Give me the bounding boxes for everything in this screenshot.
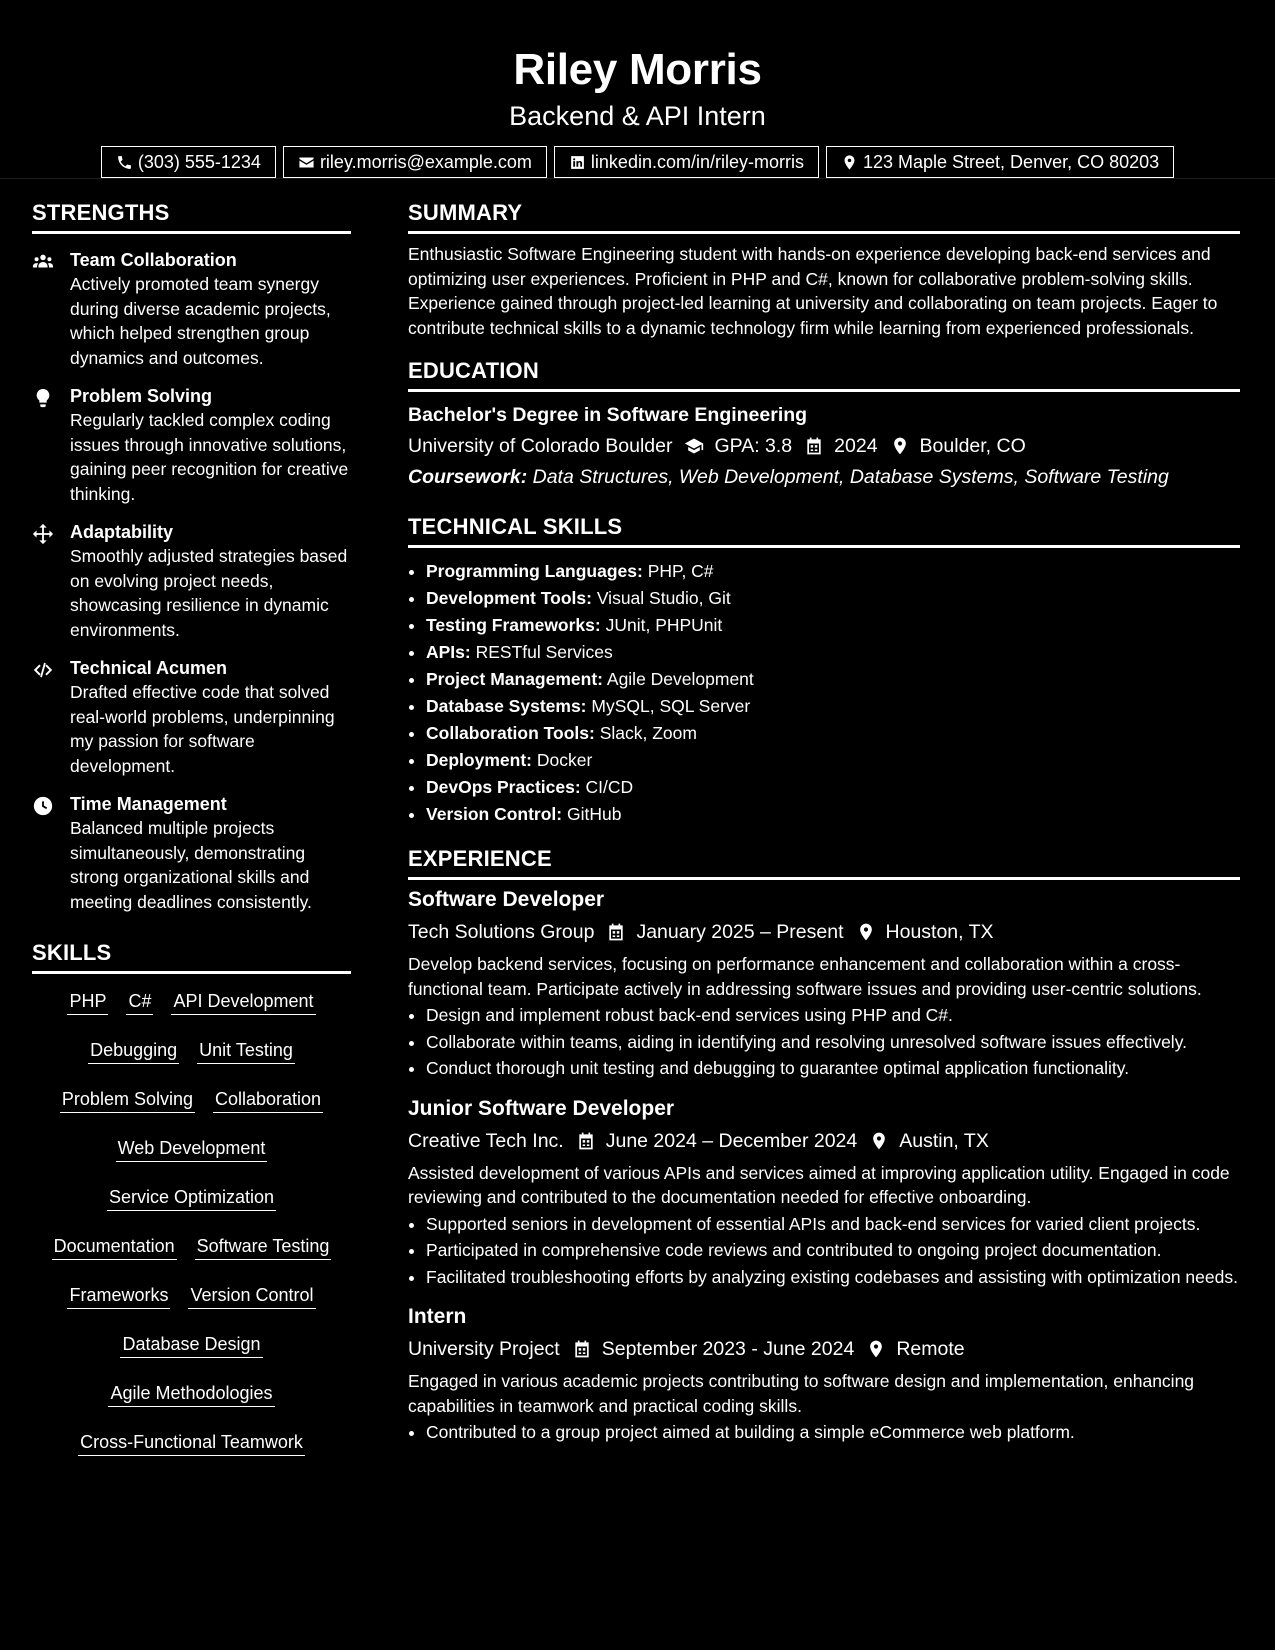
calendar-icon [572,1339,592,1359]
contact-email[interactable] [283,146,547,178]
tech-value: MySQL, SQL Server [591,696,751,716]
list-item [426,720,1240,747]
skill-tag: Frameworks [67,1282,170,1309]
resume-header [0,0,1275,178]
job-desc: Develop backend services, focusing on performance enhancement and collaboration within a cross-functional team. Participate actively in addressing software issues and providing user-centric solutions. [408,954,1202,999]
list-item: • Participated in comprehensive code reviews and contributed to ongoing project documentation. [426,1238,1240,1263]
map-pin-icon [869,1131,889,1151]
skill-tag: Problem Solving [60,1086,195,1113]
strength-item [32,248,351,370]
list-item [426,612,1240,639]
list-item [426,747,1240,774]
skills-tags [32,984,351,1474]
list-item: • Contributed to a group project aimed at building a simple eCommerce web platform. [426,1420,1240,1445]
job-dates: January 2025 – Present [636,921,844,943]
tech-label: Development Tools: [426,588,592,608]
skills-heading: SKILLS [32,938,351,974]
list-item [426,774,1240,801]
strength-item [32,656,351,778]
school-location: Boulder, CO [919,435,1026,457]
list-item: • Facilitated troubleshooting efforts by analyzing existing codebases and assisting with optimization needs. [426,1265,1240,1290]
experience-section [408,844,1240,1445]
skill-tag: Version Control [188,1282,315,1309]
education-meta [408,433,1240,459]
clock-icon [32,795,54,817]
list-item [426,585,1240,612]
linkedin-icon [569,154,586,171]
phone-icon [116,154,133,171]
job-desc: Assisted development of various APIs and services aimed at improving application utility. Engaged in code reviewing and contributed to the documentation needed for effective onboarding. [408,1162,1230,1207]
coursework-list: Data Structures, Web Development, Database Systems, Software Testing [532,466,1169,488]
code-icon [32,659,54,681]
envelope-icon [298,154,315,171]
strength-desc: Regularly tackled complex coding issues through innovative solutions, gaining peer recognition for creative thinking. [70,410,349,504]
map-pin-icon [866,1339,886,1359]
map-pin-icon [841,154,858,171]
technical-list [408,558,1240,828]
graduation-cap-icon [684,436,704,456]
summary-heading: SUMMARY [408,198,1240,234]
skill-tag: Documentation [52,1233,177,1260]
technical-heading: TECHNICAL SKILLS [408,512,1240,548]
list-item: • Supported seniors in development of essential APIs and back-end services for varied client projects. [426,1212,1240,1237]
skill-tag: Cross-Functional Teamwork [78,1429,305,1456]
skill-tag: Unit Testing [197,1037,295,1064]
candidate-name: Riley Morris [513,45,762,94]
strength-item [32,384,351,506]
strength-name: Problem Solving [70,386,213,406]
tech-label: Programming Languages: [426,561,643,581]
contact-email-text: riley.morris@example.com [319,151,532,172]
tech-label: Project Management: [426,669,603,689]
job-location: Austin, TX [899,1129,989,1152]
skill-tag: Agile Methodologies [108,1380,274,1407]
tech-label: Version Control: [426,804,563,824]
list-item [426,558,1240,585]
tech-label: Deployment: [426,750,532,770]
company-name: Creative Tech Inc. [408,1129,564,1152]
strength-name: Technical Acumen [70,658,228,678]
map-pin-icon [890,436,910,456]
company-name: University Project [408,1338,560,1360]
education-heading: EDUCATION [408,356,1240,392]
list-item: • Design and implement robust back-end services using PHP and C#. [426,1003,1240,1028]
left-column [32,198,351,1474]
job-location: Remote [896,1338,965,1360]
school-name: University of Colorado Boulder [408,435,673,457]
skill-tag: Web Development [116,1135,268,1162]
job-entry [408,1303,1240,1445]
graduation-year: 2024 [834,435,878,457]
tech-value: PHP, C# [647,561,714,581]
strength-item [32,520,351,642]
contact-linkedin-text: linkedin.com/in/riley-morris [590,151,804,172]
job-title: Software Developer [408,888,605,911]
experience-heading: EXPERIENCE [408,844,1240,880]
tech-value: CI/CD [585,777,634,797]
contact-phone-text: (303) 555-1234 [137,151,261,172]
right-column [408,198,1240,1445]
list-item [426,639,1240,666]
calendar-icon [576,1131,596,1151]
degree-name: Bachelor's Degree in Software Engineering [408,404,808,426]
skill-tag: C# [126,988,153,1015]
company-name: Tech Solutions Group [408,921,595,943]
candidate-title: Backend & API Intern [509,101,766,131]
job-location: Houston, TX [885,921,994,943]
tech-value: Docker [536,750,593,770]
tech-value: Agile Development [606,669,754,689]
tech-label: APIs: [426,642,471,662]
skill-tag: Collaboration [213,1086,323,1113]
lightbulb-icon [32,387,54,409]
job-dates: June 2024 – December 2024 [605,1129,858,1152]
strength-item [32,792,351,914]
arrows-icon [32,523,54,545]
strength-name: Adaptability [70,522,174,542]
coursework-label: Coursework: [408,466,528,488]
strengths-heading: STRENGTHS [32,198,351,234]
summary-text: Enthusiastic Software Engineering student with hands-on experience developing back-end services and optimizing user experiences. Proficient in PHP and C#, known for collaborative problem-solving skills. Experience gained through project-led learning at university and collaborating on team projects. Eager to contribute technical skills to a dynamic technology firm while learning from experienced professionals. [408,244,1218,338]
job-entry [408,1095,1240,1290]
tech-value: Slack, Zoom [599,723,697,743]
strength-name: Team Collaboration [70,250,237,270]
coursework [408,464,1240,490]
list-item: • Collaborate within teams, aiding in identifying and resolving unresolved software issues effectively. [426,1030,1240,1055]
skill-tag: PHP [67,988,108,1015]
calendar-icon [804,436,824,456]
strength-desc: Smoothly adjusted strategies based on evolving project needs, showcasing resilience in dynamic environments. [70,546,348,640]
skill-tag: Software Testing [195,1233,332,1260]
calendar-icon [606,922,626,942]
job-bullets [408,1420,1240,1445]
job-title: Junior Software Developer [408,1096,675,1120]
strength-name: Time Management [70,794,227,814]
job-bullets [408,1003,1240,1081]
strength-desc: Drafted effective code that solved real-world problems, underpinning my passion for software development. [70,682,335,776]
tech-label: Collaboration Tools: [426,723,595,743]
users-icon [32,251,54,273]
contact-linkedin[interactable] [554,146,819,178]
tech-value: GitHub [567,804,622,824]
list-item [426,693,1240,720]
job-meta [408,1128,1240,1154]
list-item [426,801,1240,828]
contact-address[interactable] [826,146,1174,178]
gpa-value: GPA: 3.8 [714,435,793,457]
job-title: Intern [408,1305,467,1328]
strength-desc: Actively promoted team synergy during diverse academic projects, which helped strengthen group dynamics and outcomes. [70,274,331,368]
contact-address-text: 123 Maple Street, Denver, CO 80203 [862,151,1160,172]
skill-tag: API Development [171,988,315,1015]
contact-phone[interactable] [101,146,276,178]
education-section [408,356,1240,490]
tech-label: DevOps Practices: [426,777,581,797]
job-desc: Engaged in various academic projects contributing to software design and implementation, enhancing capabilities in teamwork and practical coding skills. [408,1371,1195,1416]
strength-desc: Balanced multiple projects simultaneously, demonstrating strong organizational skills and meeting deadlines consistently. [70,818,312,912]
map-pin-icon [856,922,876,942]
tech-value: Visual Studio, Git [596,588,731,608]
contact-bar [0,146,1275,178]
job-meta [408,1336,1240,1362]
header-divider [0,178,1275,179]
skill-tag: Debugging [88,1037,179,1064]
job-meta [408,919,1240,945]
list-item: • Conduct thorough unit testing and debugging to guarantee optimal application functionality. [426,1056,1240,1081]
tech-value: JUnit, PHPUnit [605,615,723,635]
tech-label: Testing Frameworks: [426,615,601,635]
job-dates: September 2023 - June 2024 [601,1338,855,1360]
skill-tag: Database Design [120,1331,262,1358]
technical-section [408,512,1240,828]
job-bullets [408,1212,1240,1290]
job-entry [408,886,1240,1081]
list-item [426,666,1240,693]
skill-tag: Service Optimization [107,1184,276,1211]
tech-label: Database Systems: [426,696,587,716]
tech-value: RESTful Services [475,642,613,662]
